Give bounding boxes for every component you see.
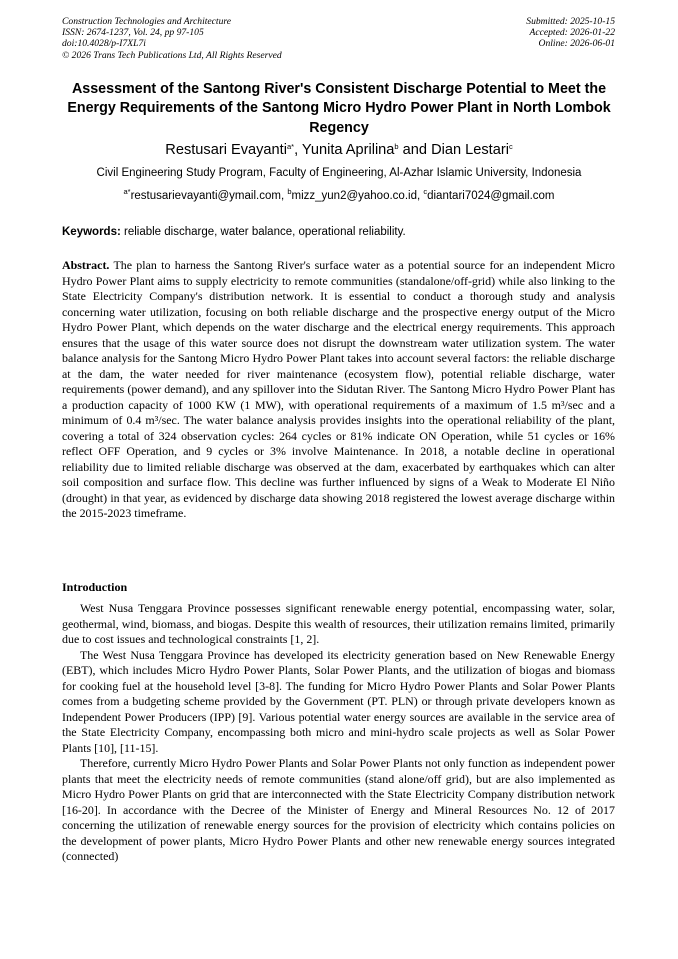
dates-header	[526, 16, 615, 50]
online-date: Online: 2026-06-01	[538, 38, 615, 50]
author-separator: ,	[294, 142, 302, 158]
abstract-label: Abstract.	[62, 258, 110, 272]
intro-paragraph: West Nusa Tenggara Province possesses significant renewable energy potential, encompassing water, solar, geothermal, wind, biomass, and biogas. Despite this wealth of resources, their utilization remains limited, primarily due to cost issues and technological constraints [1, 2].	[62, 601, 615, 646]
journal-header	[62, 16, 282, 61]
issn-line: ISSN: 2674-1237, Vol. 24, pp 97-105	[62, 27, 204, 39]
section-heading-introduction: Introduction	[62, 580, 128, 594]
author-superscript: b	[394, 142, 399, 151]
email-separator: ,	[280, 190, 288, 202]
accepted-date: Accepted: 2026-01-22	[529, 27, 615, 39]
introduction-body	[62, 601, 615, 865]
paper-title: Assessment of the Santong River's Consistent Discharge Potential to Meet the Energy Requirements of the Santong Micro Hydro Power Plant in North Lombok Regency	[67, 81, 611, 136]
author-list	[62, 141, 616, 159]
affiliation: Civil Engineering Study Program, Faculty of Engineering, Al-Azhar Islamic University, Indonesia	[96, 167, 582, 179]
author-separator: and	[398, 142, 432, 158]
email-link[interactable]: mizz_yun2@yahoo.co.id	[291, 190, 417, 202]
email-link[interactable]: diantari7024@gmail.com	[427, 190, 555, 202]
author-name: Yunita Aprilina	[301, 142, 395, 158]
abstract-text: The plan to harness the Santong River's surface water as a potential source for an independent Micro Hydro Power Plant aims to supply electricity to remote communities (standalone/off-grid) while also linking to the State Electricity Company's distribution network. It is essential to conduct a thorough study and analysis concerning water utilization, focusing on both reliable discharge and the prospective energy output of the Micro Hydro Power Plant, which depends on the water discharge and the electrical energy requirements. This approach ensures that the usage of this water source does not disrupt the downstream water utilization system. The water balance analysis for the Santong Micro Hydro Power Plant takes into account several factors: the reliable discharge at the dam, the water needed for river maintenance (ecosystem flow), potential reliable discharge, water requirements (power demand), and any spillover into the Sidutan River. The Santong Micro Hydro Power Plant has a production capacity of 1000 KW (1 MW), with operational requirements of a maximum of 1.5 m³/sec and a minimum of 0.4 m³/sec. The water balance analysis provides insights into the operational reliability of the plant, covering a total of 324 observation cycles: 264 cycles or 81% indicate ON Operation, while 51 cycles or 16% reflect OFF Operation, and 9 cycles or 3% involve Maintenance. In 2018, a notable decline in operational reliability due to limited reliable discharge was observed at the dam, exacerbated by earthquakes which can alter soil composition and surface flow. This decline was further influenced by signs of a Weak to Moderate El Niño (drought) in that year, as evidenced by discharge data showing 2018 registered the lowest average discharge within the 2015-2023 timeframe.	[62, 258, 615, 520]
keywords-label: Keywords:	[62, 226, 121, 238]
keywords-text: reliable discharge, water balance, operational reliability.	[120, 226, 406, 238]
author-name: Restusari Evayanti	[165, 142, 287, 158]
intro-paragraph: Therefore, currently Micro Hydro Power Plants and Solar Power Plants not only function as independent power plants that meet the electricity needs of remote communities (stand alone/off grid), but are also implemented as Micro Hydro Power Plants on grid that are interconnected with the State Electricity Company distribution network [16-20]. In accordance with the Decree of the Minister of Energy and Mineral Resources No. 12 of 2017 concerning the utilization of renewable energy sources for the provision of electricity which contains policies on the development of power plants, Micro Hydro Power Plants and other new renewable energy sources integrated (connected)	[62, 756, 615, 863]
email-superscript: a*	[123, 187, 131, 196]
email-link[interactable]: restusarievayanti@ymail.com	[130, 190, 281, 202]
abstract-block	[62, 258, 615, 522]
author-superscript: a*	[286, 142, 295, 151]
email-superscript: b	[287, 187, 292, 196]
intro-paragraph: The West Nusa Tenggara Province has developed its electricity generation based on New Renewable Energy (EBT), which includes Micro Hydro Power Plants, Solar Power Plants, and the utilization of biogas and biomass for cooking fuel at the household level [3-8]. The funding for Micro Hydro Power Plants and Solar Power Plants comes from a budgeting scheme provided by the Government (PT. PLN) or through private developers known as Independent Power Producers (IPP) [9]. Various potential water energy sources are available in the service area of the State Electricity Company, encompassing both micro and mini-hydro scale projects as well as Solar Power Plants [10], [11-15].	[62, 647, 615, 755]
email-superscript: c	[423, 187, 428, 196]
author-name: Dian Lestari	[431, 142, 509, 158]
keywords-line	[62, 225, 616, 239]
journal-name: Construction Technologies and Architecture	[62, 16, 232, 27]
copyright-line: © 2026 Trans Tech Publications Ltd, All Rights Reserved	[62, 49, 282, 61]
email-list	[62, 189, 616, 203]
doi-line[interactable]: doi:10.4028/p-I7XL7i	[62, 38, 146, 50]
submitted-date: Submitted: 2025-10-15	[526, 16, 615, 27]
email-separator: ,	[416, 190, 424, 202]
author-superscript: c	[508, 142, 513, 151]
